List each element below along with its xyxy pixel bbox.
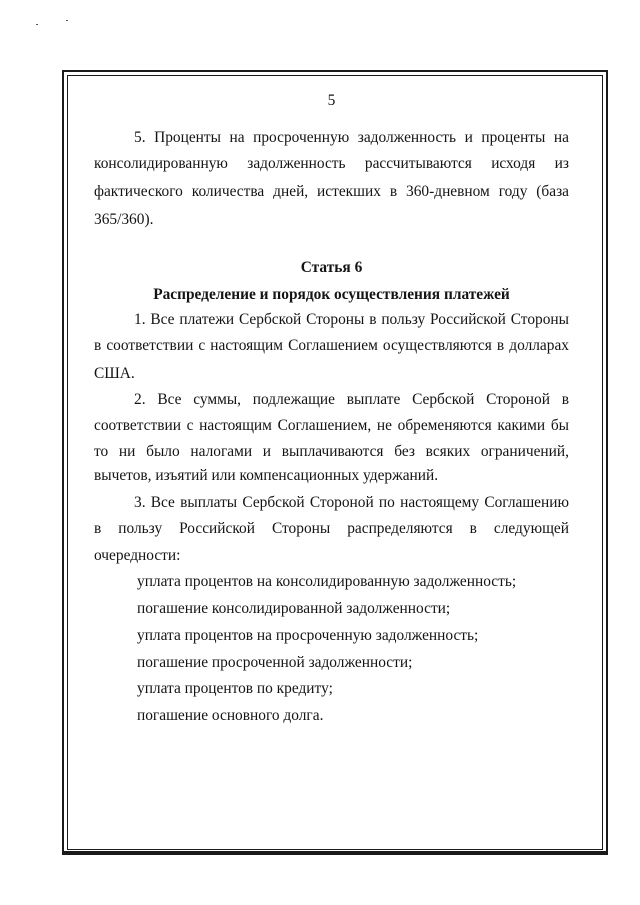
article-heading: Статья 6 xyxy=(300,259,363,276)
clause-1-line-2: в соответствии с настоящим Соглашением осуществляются в долларах xyxy=(94,337,569,354)
paragraph-5-line-2: консолидированную задолженность рассчитываются исходя из xyxy=(94,155,569,172)
priority-item: погашение основного долга. xyxy=(137,707,324,724)
priority-item: погашение консолидированной задолженности; xyxy=(137,600,451,617)
clause-1-line-3: США. xyxy=(94,365,135,382)
clause-1-line-1: 1. Все платежи Сербской Стороны в пользу Российской Стороны xyxy=(134,311,569,328)
page-border-bottom xyxy=(62,851,608,855)
paragraph-5-line-4: 365/360). xyxy=(94,211,154,228)
paragraph-5-line-3: фактического количества дней, истекших в 360-дневном году (база xyxy=(94,183,569,200)
clause-3-line-3: очередности: xyxy=(94,547,181,564)
clause-3-line-1: 3. Все выплаты Сербской Стороной по настоящему Соглашению xyxy=(134,494,569,511)
article-title: Распределение и порядок осуществления платежей xyxy=(153,286,510,303)
scan-specks xyxy=(36,20,76,30)
clause-3-line-2: в пользу Российской Стороны распределяются в следующей xyxy=(94,520,569,537)
clause-2-line-3: то ни было налогами и выплачиваются без всяких ограничений, xyxy=(94,443,569,460)
clause-2-line-1: 2. Все суммы, подлежащие выплате Сербской Стороной в xyxy=(134,391,569,408)
clause-2-line-4: вычетов, изъятий или компенсационных удержаний. xyxy=(94,467,439,484)
page-number: 5 xyxy=(327,92,336,109)
priority-item: уплата процентов на консолидированную задолженность; xyxy=(137,573,517,590)
priority-item: погашение просроченной задолженности; xyxy=(137,654,413,671)
priority-item: уплата процентов по кредиту; xyxy=(137,680,333,697)
paragraph-5-line-1: 5. Проценты на просроченную задолженность и проценты на xyxy=(134,129,569,146)
priority-item: уплата процентов на просроченную задолженность; xyxy=(137,627,479,644)
clause-2-line-2: соответствии с настоящим Соглашением, не обременяются какими бы xyxy=(94,417,569,434)
